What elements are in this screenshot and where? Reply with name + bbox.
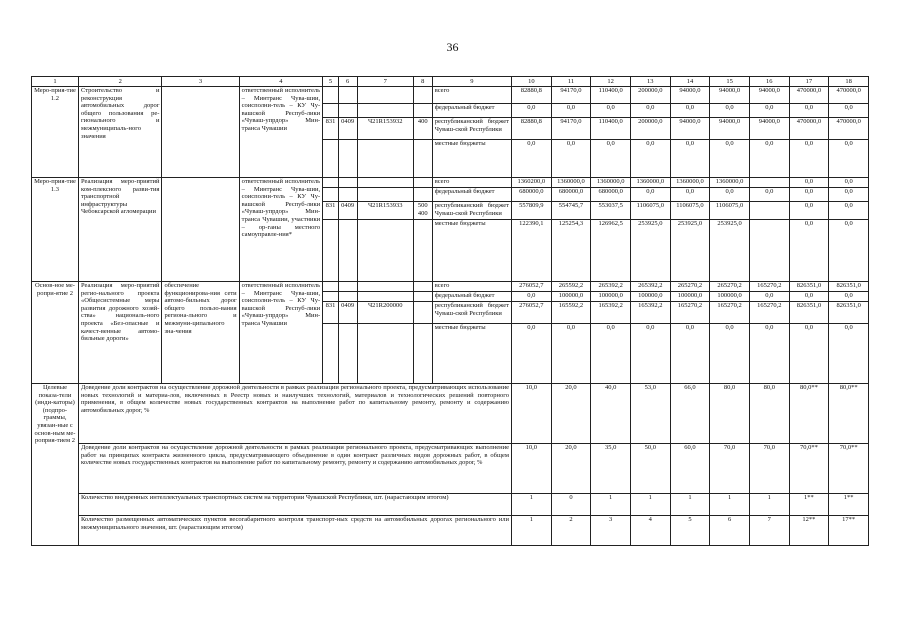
measure-label: Меро-прия-тие 1.2 bbox=[32, 87, 79, 178]
target-row bbox=[32, 516, 869, 546]
code-cell-5 bbox=[323, 220, 339, 282]
measure-name: Реализация меро-приятий регио-нального проекта «Общесистемные меры развития дорожного хозяй-ства» националь-ного проекта «Без-опасные и качест-венные автомо-бильные дороги» bbox=[78, 282, 161, 384]
value-cell: 253925,0 bbox=[670, 220, 710, 282]
value-cell: 0,0 bbox=[630, 104, 670, 118]
code-cell-8 bbox=[413, 324, 432, 384]
code-cell-7 bbox=[357, 178, 413, 188]
value-cell: 0,0 bbox=[630, 324, 670, 384]
header-cell-6: 6 bbox=[338, 77, 357, 87]
value-cell: 165270,2 bbox=[749, 282, 789, 292]
value-cell: 470000,0 bbox=[789, 87, 829, 104]
value-cell: 1360200,0 bbox=[512, 178, 552, 188]
value-cell: 0,0 bbox=[630, 188, 670, 202]
target-value: 17** bbox=[829, 516, 869, 546]
code-cell-8 bbox=[413, 282, 432, 292]
value-cell: 0,0 bbox=[829, 324, 869, 384]
target-text: Доведение доли контрактов на осуществление дорожной деятельности в рамках реализации регионального проекта, предусматривающих использование новых технологий и материа-лов, включенных в Реестр новых и наилучших технологий, материалов и технологических решений повторного применения, в общем количестве новых государственных контрактов на выполнение работ по капитальному ремонту, ремонту и содержанию автомобильных дорог, % bbox=[78, 384, 511, 444]
value-cell bbox=[749, 202, 789, 220]
value-cell: 0,0 bbox=[512, 140, 552, 178]
code-cell-5 bbox=[323, 87, 339, 104]
value-cell: 680000,0 bbox=[512, 188, 552, 202]
value-cell: 0,0 bbox=[789, 292, 829, 302]
value-cell: 826351,0 bbox=[829, 302, 869, 324]
value-cell: 94000,0 bbox=[670, 87, 710, 104]
target-value: 1 bbox=[512, 494, 552, 516]
code-cell-7: Ч21R153932 bbox=[357, 118, 413, 140]
target-value: 12** bbox=[789, 516, 829, 546]
code-cell-7 bbox=[357, 292, 413, 302]
code-cell-8: 400 bbox=[413, 118, 432, 140]
value-cell: 0,0 bbox=[551, 104, 591, 118]
funding-source: федеральный бюджет bbox=[432, 292, 511, 302]
value-cell: 0,0 bbox=[630, 140, 670, 178]
value-cell: 0,0 bbox=[829, 292, 869, 302]
code-cell-7: Ч21R200000 bbox=[357, 302, 413, 324]
target-value: 1** bbox=[829, 494, 869, 516]
code-cell-5 bbox=[323, 188, 339, 202]
funding-source: местные бюджеты bbox=[432, 140, 511, 178]
target-value: 60,0 bbox=[670, 444, 710, 494]
value-cell: 110400,0 bbox=[591, 118, 631, 140]
value-cell: 0,0 bbox=[749, 324, 789, 384]
funding-source: всего bbox=[432, 87, 511, 104]
value-cell: 0,0 bbox=[591, 104, 631, 118]
code-cell-6 bbox=[338, 292, 357, 302]
header-cell-17: 17 bbox=[789, 77, 829, 87]
table-row bbox=[32, 282, 869, 292]
value-cell: 0,0 bbox=[789, 140, 829, 178]
value-cell: 265392,2 bbox=[630, 282, 670, 292]
page-number: 36 bbox=[446, 40, 459, 54]
value-cell: 0,0 bbox=[591, 140, 631, 178]
code-cell-5 bbox=[323, 140, 339, 178]
measure-executor: ответственный исполнитель – Минтранс Чува-шии, соисполни-тель – КУ Чу-вашской Респуб-лики «Чуваш-упрдор» Мин-транса Чувашии bbox=[239, 282, 322, 384]
header-cell-14: 14 bbox=[670, 77, 710, 87]
target-value: 1** bbox=[789, 494, 829, 516]
value-cell bbox=[749, 220, 789, 282]
target-text: Количество размещенных автоматических пунктов весогабаритного контроля транспорт-ных средств на автомобильных дорогах регионального или межмуниципального значения, шт. (нарастающим итогом) bbox=[78, 516, 511, 546]
measure-name: Реализация меро-приятий ком-плексного разви-тия транспортной инфраструктуры Чебоксарской агломерации bbox=[78, 178, 161, 282]
target-value: 0 bbox=[551, 494, 591, 516]
target-value: 10,0 bbox=[512, 444, 552, 494]
code-cell-7: Ч21R153933 bbox=[357, 202, 413, 220]
header-cell-18: 18 bbox=[829, 77, 869, 87]
value-cell: 0,0 bbox=[829, 104, 869, 118]
measure-executor: ответственный исполнитель – Минтранс Чува-шии, соисполни-тель – КУ Чу-вашской Респуб-лики «Чуваш-упрдор» Мин-транса Чувашии bbox=[239, 87, 322, 178]
value-cell: 200000,0 bbox=[630, 87, 670, 104]
value-cell: 470000,0 bbox=[829, 118, 869, 140]
code-cell-7 bbox=[357, 220, 413, 282]
code-cell-5 bbox=[323, 178, 339, 188]
code-cell-6 bbox=[338, 178, 357, 188]
value-cell: 0,0 bbox=[591, 324, 631, 384]
code-cell-5 bbox=[323, 292, 339, 302]
target-value: 35,0 bbox=[591, 444, 631, 494]
measure-label: Меро-прия-тие 1.3 bbox=[32, 178, 79, 282]
value-cell: 1106075,0 bbox=[670, 202, 710, 220]
code-cell-8 bbox=[413, 188, 432, 202]
funding-source: всего bbox=[432, 282, 511, 292]
code-cell-6: 0409 bbox=[338, 202, 357, 220]
header-cell-5: 5 bbox=[323, 77, 339, 87]
target-value: 70,0 bbox=[749, 444, 789, 494]
value-cell: 0,0 bbox=[710, 188, 750, 202]
value-cell: 253925,0 bbox=[710, 220, 750, 282]
code-cell-7 bbox=[357, 140, 413, 178]
header-cell-1: 1 bbox=[32, 77, 79, 87]
target-value: 7 bbox=[749, 516, 789, 546]
code-cell-7 bbox=[357, 104, 413, 118]
funding-source: республиканский бюджет Чуваш-ской Республики bbox=[432, 202, 511, 220]
target-value: 20,0 bbox=[551, 444, 591, 494]
value-cell: 82880,8 bbox=[512, 87, 552, 104]
target-value: 80,0 bbox=[710, 384, 750, 444]
funding-source: местные бюджеты bbox=[432, 324, 511, 384]
value-cell: 0,0 bbox=[789, 188, 829, 202]
header-cell-2: 2 bbox=[78, 77, 161, 87]
value-cell: 253925,0 bbox=[630, 220, 670, 282]
value-cell: 553037,5 bbox=[591, 202, 631, 220]
value-cell: 94000,0 bbox=[670, 118, 710, 140]
value-cell: 0,0 bbox=[829, 140, 869, 178]
value-cell: 0,0 bbox=[512, 104, 552, 118]
code-cell-6 bbox=[338, 87, 357, 104]
value-cell: 0,0 bbox=[551, 324, 591, 384]
header-cell-13: 13 bbox=[630, 77, 670, 87]
code-cell-6 bbox=[338, 140, 357, 178]
code-cell-8: 500 400 bbox=[413, 202, 432, 220]
code-cell-6 bbox=[338, 282, 357, 292]
funding-source: республиканский бюджет Чуваш-ской Республики bbox=[432, 302, 511, 324]
code-cell-7 bbox=[357, 324, 413, 384]
code-cell-8 bbox=[413, 302, 432, 324]
code-cell-8 bbox=[413, 87, 432, 104]
value-cell: 0,0 bbox=[749, 188, 789, 202]
value-cell: 0,0 bbox=[670, 188, 710, 202]
target-value: 3 bbox=[591, 516, 631, 546]
value-cell: 94000,0 bbox=[710, 118, 750, 140]
value-cell: 94000,0 bbox=[749, 118, 789, 140]
value-cell: 0,0 bbox=[789, 220, 829, 282]
code-cell-7 bbox=[357, 188, 413, 202]
target-value: 70,0 bbox=[710, 444, 750, 494]
target-value: 80,0** bbox=[829, 384, 869, 444]
target-value: 4 bbox=[630, 516, 670, 546]
value-cell: 110400,0 bbox=[591, 87, 631, 104]
code-cell-7 bbox=[357, 282, 413, 292]
value-cell: 0,0 bbox=[829, 220, 869, 282]
code-cell-8 bbox=[413, 104, 432, 118]
value-cell: 1360000,0 bbox=[591, 178, 631, 188]
target-row bbox=[32, 384, 869, 444]
target-value: 70,0** bbox=[789, 444, 829, 494]
measure-goal: обеспечение функционирова-ния сети автомо-бильных дорог общего пользо-вания региона-льного и межмуни-ципального зна-чения bbox=[162, 282, 239, 384]
value-cell: 1360000,0 bbox=[551, 178, 591, 188]
value-cell: 265270,2 bbox=[670, 282, 710, 292]
target-value: 1 bbox=[749, 494, 789, 516]
value-cell: 122390,1 bbox=[512, 220, 552, 282]
value-cell: 0,0 bbox=[710, 324, 750, 384]
funding-source: всего bbox=[432, 178, 511, 188]
value-cell: 0,0 bbox=[670, 104, 710, 118]
value-cell: 680000,0 bbox=[551, 188, 591, 202]
value-cell: 826351,0 bbox=[789, 282, 829, 292]
value-cell: 826351,0 bbox=[789, 302, 829, 324]
value-cell: 200000,0 bbox=[630, 118, 670, 140]
header-cell-15: 15 bbox=[710, 77, 750, 87]
target-value: 1 bbox=[512, 516, 552, 546]
value-cell: 0,0 bbox=[670, 140, 710, 178]
header-cell-4: 4 bbox=[239, 77, 322, 87]
value-cell: 94000,0 bbox=[710, 87, 750, 104]
measure-label: Основ-ное ме-ропри-ятие 2 bbox=[32, 282, 79, 384]
target-value: 2 bbox=[551, 516, 591, 546]
value-cell: 1106075,0 bbox=[630, 202, 670, 220]
value-cell: 680000,0 bbox=[591, 188, 631, 202]
value-cell: 165270,2 bbox=[749, 302, 789, 324]
value-cell: 82880,8 bbox=[512, 118, 552, 140]
value-cell: 126962,5 bbox=[591, 220, 631, 282]
target-text: Доведение доли контрактов на осуществление дорожной деятельности в рамках реализации регионального проекта, предусматривающих выполнение работ на принципах контракта жизненного цикла, предусматривающего объединение в один контракт различных видов дорожных работ, в общем количестве новых государственных контрактов на выполнение работ по капитальному ремонту, ремонту и содержанию автомобильных дорог, % bbox=[78, 444, 511, 494]
value-cell: 1360000,0 bbox=[710, 178, 750, 188]
value-cell: 165592,2 bbox=[551, 302, 591, 324]
header-cell-7: 7 bbox=[357, 77, 413, 87]
target-row bbox=[32, 444, 869, 494]
target-text: Количество внедренных интеллектуальных транспортных систем на территории Чувашской Республики, шт. (нарастающим итогом) bbox=[78, 494, 511, 516]
value-cell: 0,0 bbox=[710, 140, 750, 178]
table-row bbox=[32, 87, 869, 104]
value-cell bbox=[749, 178, 789, 188]
value-cell: 826351,0 bbox=[829, 282, 869, 292]
code-cell-6: 0409 bbox=[338, 118, 357, 140]
value-cell: 0,0 bbox=[829, 178, 869, 188]
value-cell: 1106075,0 bbox=[710, 202, 750, 220]
target-value: 80,0 bbox=[749, 384, 789, 444]
funding-source: федеральный бюджет bbox=[432, 104, 511, 118]
funding-source: республиканский бюджет Чуваш-ской Республики bbox=[432, 118, 511, 140]
header-cell-11: 11 bbox=[551, 77, 591, 87]
code-cell-7 bbox=[357, 87, 413, 104]
measure-name: Строительство и реконструкция автомобильных дорог общего пользования ре-гионального и межмуниципаль-ного значения bbox=[78, 87, 161, 178]
target-value: 70,0** bbox=[829, 444, 869, 494]
target-value: 10,0 bbox=[512, 384, 552, 444]
target-value: 1 bbox=[591, 494, 631, 516]
value-cell: 557809,9 bbox=[512, 202, 552, 220]
value-cell: 0,0 bbox=[829, 188, 869, 202]
value-cell: 0,0 bbox=[512, 292, 552, 302]
code-cell-6 bbox=[338, 188, 357, 202]
value-cell: 165270,2 bbox=[710, 302, 750, 324]
value-cell: 0,0 bbox=[829, 202, 869, 220]
target-value: 40,0 bbox=[591, 384, 631, 444]
target-value: 80,0** bbox=[789, 384, 829, 444]
target-value: 20,0 bbox=[551, 384, 591, 444]
value-cell: 0,0 bbox=[670, 324, 710, 384]
value-cell: 265392,2 bbox=[591, 282, 631, 292]
code-cell-8 bbox=[413, 292, 432, 302]
target-value: 1 bbox=[630, 494, 670, 516]
value-cell: 276052,7 bbox=[512, 302, 552, 324]
target-value: 1 bbox=[710, 494, 750, 516]
target-value: 1 bbox=[670, 494, 710, 516]
value-cell: 100000,0 bbox=[630, 292, 670, 302]
value-cell: 0,0 bbox=[789, 178, 829, 188]
funding-source: местные бюджеты bbox=[432, 220, 511, 282]
value-cell: 0,0 bbox=[789, 324, 829, 384]
code-cell-5 bbox=[323, 282, 339, 292]
code-cell-8 bbox=[413, 140, 432, 178]
target-value: 5 bbox=[670, 516, 710, 546]
value-cell: 0,0 bbox=[512, 324, 552, 384]
code-cell-6 bbox=[338, 324, 357, 384]
measure-goal bbox=[162, 178, 239, 282]
value-cell: 165270,2 bbox=[670, 302, 710, 324]
value-cell: 0,0 bbox=[551, 140, 591, 178]
value-cell: 0,0 bbox=[749, 292, 789, 302]
value-cell: 554745,7 bbox=[551, 202, 591, 220]
value-cell: 94170,0 bbox=[551, 118, 591, 140]
value-cell: 94170,0 bbox=[551, 87, 591, 104]
code-cell-8 bbox=[413, 220, 432, 282]
targets-label: Целевые показа-тели (инди-каторы) (подпро-граммы, увязан-ные с основ-ным ме-роприя-тием 2 bbox=[32, 384, 79, 546]
value-cell: 0,0 bbox=[789, 104, 829, 118]
value-cell: 165392,2 bbox=[630, 302, 670, 324]
target-value: 53,0 bbox=[630, 384, 670, 444]
value-cell: 100000,0 bbox=[591, 292, 631, 302]
code-cell-6 bbox=[338, 220, 357, 282]
value-cell: 276052,7 bbox=[512, 282, 552, 292]
value-cell: 265592,2 bbox=[551, 282, 591, 292]
header-cell-12: 12 bbox=[591, 77, 631, 87]
value-cell: 1360000,0 bbox=[630, 178, 670, 188]
target-value: 6 bbox=[710, 516, 750, 546]
measure-executor: ответственный исполнитель – Минтранс Чува-шии, соисполни-тель – КУ Чу-вашской Респуб-лики «Чуваш-упрдор» Мин-транса Чувашии, участники – ор-ганы местного самоуправле-ния* bbox=[239, 178, 322, 282]
target-value: 66,0 bbox=[670, 384, 710, 444]
value-cell: 165392,2 bbox=[591, 302, 631, 324]
table-row bbox=[32, 178, 869, 188]
code-cell-6: 0409 bbox=[338, 302, 357, 324]
header-row bbox=[32, 77, 869, 87]
value-cell: 470000,0 bbox=[829, 87, 869, 104]
code-cell-5: 831 bbox=[323, 302, 339, 324]
target-value: 50,0 bbox=[630, 444, 670, 494]
value-cell: 100000,0 bbox=[710, 292, 750, 302]
value-cell: 0,0 bbox=[749, 140, 789, 178]
target-row bbox=[32, 494, 869, 516]
header-cell-3: 3 bbox=[162, 77, 239, 87]
code-cell-5 bbox=[323, 324, 339, 384]
funding-source: федеральный бюджет bbox=[432, 188, 511, 202]
value-cell: 0,0 bbox=[789, 202, 829, 220]
value-cell: 125254,3 bbox=[551, 220, 591, 282]
value-cell: 470000,0 bbox=[789, 118, 829, 140]
program-table bbox=[31, 76, 869, 546]
header-cell-8: 8 bbox=[413, 77, 432, 87]
code-cell-5: 831 bbox=[323, 118, 339, 140]
value-cell: 100000,0 bbox=[670, 292, 710, 302]
header-cell-10: 10 bbox=[512, 77, 552, 87]
code-cell-5 bbox=[323, 104, 339, 118]
measure-goal bbox=[162, 87, 239, 178]
value-cell: 265270,2 bbox=[710, 282, 750, 292]
header-cell-9: 9 bbox=[432, 77, 511, 87]
value-cell: 94000,0 bbox=[749, 87, 789, 104]
code-cell-5: 831 bbox=[323, 202, 339, 220]
header-cell-16: 16 bbox=[749, 77, 789, 87]
code-cell-6 bbox=[338, 104, 357, 118]
code-cell-8 bbox=[413, 178, 432, 188]
value-cell: 100000,0 bbox=[551, 292, 591, 302]
value-cell: 1360000,0 bbox=[670, 178, 710, 188]
value-cell: 0,0 bbox=[749, 104, 789, 118]
value-cell: 0,0 bbox=[710, 104, 750, 118]
